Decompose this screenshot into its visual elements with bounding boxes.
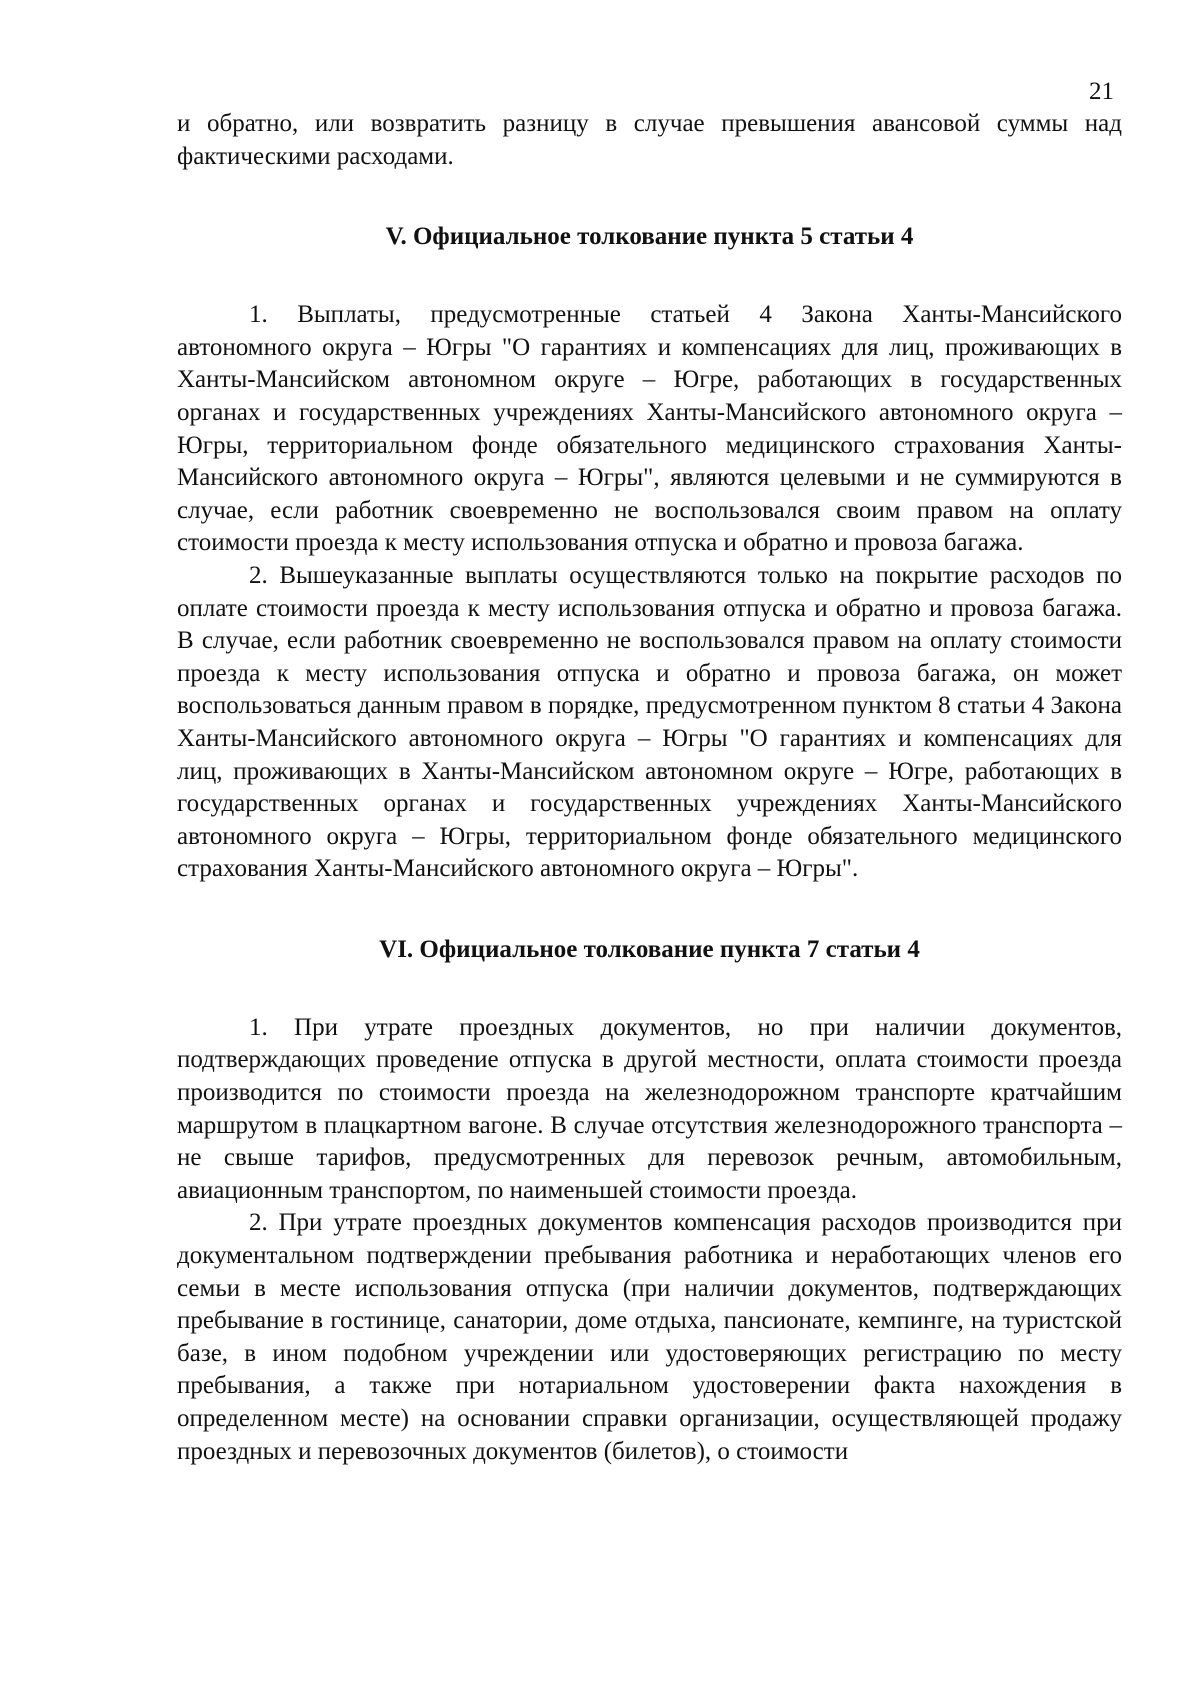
section-5-heading: V. Официальное толкование пункта 5 статьи 4	[385, 223, 914, 251]
section-5-paragraph-2: 2. Вышеуказанные выплаты осуществляются только на покрытие расходов по оплате стоимости проезда к месту использования отпуска и обратно и провоза багажа. В случае, если работник своевременно не воспользовался правом на оплату стоимости проезда к месту использования отпуска и обратно и провоза багажа, он может воспользоваться данным правом в порядке, предусмотренном пунктом 8 статьи 4 Закона Ханты-Мансийского автономного округа – Югры "О гарантиях и компенсациях для лиц, проживающих в Ханты-Мансийском автономном округе – Югре, работающих в государственных органах и государственных учреждениях Ханты-Мансийского автономного округа – Югры, территориальном фонде обязательного медицинского страхования Ханты-Мансийского автономного округа – Югры".	[177, 561, 1122, 883]
section-6-paragraph-1: 1. При утрате проездных документов, но при наличии документов, подтверждающих проведение отпуска в другой местности, оплата стоимости проезда производится по стоимости проезда на железнодорожном транспорте кратчайшим маршрутом в плацкартном вагоне. В случае отсутствия железнодорожного транспорта – не свыше тарифов, предусмотренных для перевозок речным, автомобильным, авиационным транспортом, по наименьшей стоимости проезда.	[177, 1013, 1122, 1204]
intro-paragraph: и обратно, или возвратить разницу в случае превышения авансовой суммы над фактическими расходами.	[177, 110, 1122, 170]
section-6-heading: VI. Официальное толкование пункта 7 статьи 4	[379, 935, 920, 963]
section-6-paragraph-2: 2. При утрате проездных документов компенсация расходов производится при документальном подтверждении пребывания работника и неработающих членов его семьи в месте использования отпуска (при наличии документов, подтверждающих пребывание в гостинице, санатории, доме отдыха, пансионате, кемпинге, на туристской базе, в ином подобном учреждении или удостоверяющих регистрацию по месту пребывания, а также при нотариальном удостоверении факта нахождения в определенном месте) на основании справки организации, осуществляющей продажу проездных и перевозочных документов (билетов), о стоимости	[177, 1209, 1122, 1465]
section-5-paragraph-1: 1. Выплаты, предусмотренные статьей 4 Закона Ханты-Мансийского автономного округа – Югры "О гарантиях и компенсациях для лиц, проживающих в Ханты-Мансийском автономном округе – Югре, работающих в государственных органах и государственных учреждениях Ханты-Мансийского автономного округа – Югры, территориальном фонде обязательного медицинского страхования Ханты-Мансийского автономного округа – Югры", являются целевыми и не суммируются в случае, если работник своевременно не воспользовался своим правом на оплату стоимости проезда к месту использования отпуска и обратно и провоза багажа.	[177, 301, 1122, 557]
page-number: 21	[1089, 78, 1114, 105]
document-body	[177, 108, 1122, 1468]
